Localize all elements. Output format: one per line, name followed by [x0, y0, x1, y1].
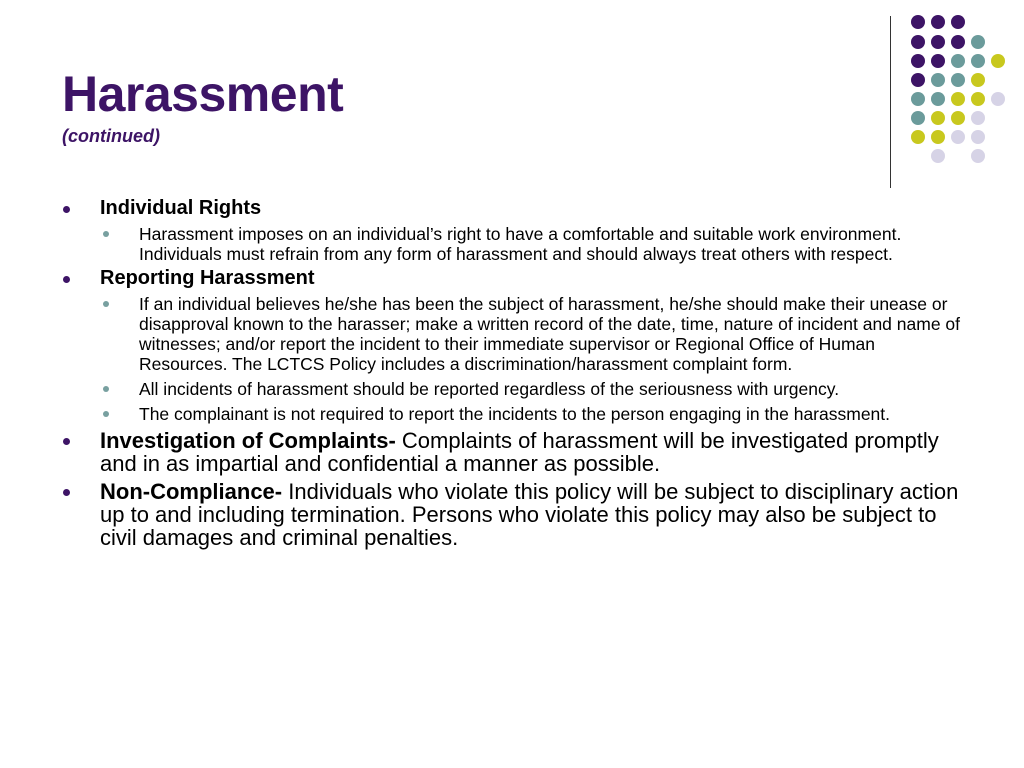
decorative-dot — [971, 149, 985, 163]
bullet-text: Complaints of harassment will be investigated promptly and in as impartial and confidential a manner as possible. — [100, 428, 939, 476]
bullet-dot-icon — [63, 489, 70, 496]
sub-bullet-dot-icon — [103, 301, 109, 307]
decorative-dot — [991, 54, 1005, 68]
decorative-dot — [971, 130, 985, 144]
decorative-dot — [911, 35, 925, 49]
decorative-dot — [931, 130, 945, 144]
decorative-dot — [971, 54, 985, 68]
bullet-reporting-harassment — [62, 267, 962, 289]
decorative-dot — [991, 92, 1005, 106]
sub-bullet — [62, 404, 962, 424]
decorative-dot — [951, 54, 965, 68]
bullet-non-compliance — [62, 480, 962, 549]
decorative-dot — [971, 73, 985, 87]
slide-subtitle: (continued) — [62, 126, 160, 146]
decorative-dot — [931, 92, 945, 106]
slide-content — [62, 194, 962, 549]
sub-bullet — [62, 379, 962, 399]
bullet-text: Individuals who violate this policy will be subject to disciplinary action up to and including termination. Persons who violate this policy may also be subject to civil damages and criminal penalties. — [100, 479, 959, 550]
decorative-dot — [971, 111, 985, 125]
decorative-dot — [911, 73, 925, 87]
decorative-dot — [931, 15, 945, 29]
decorative-dot — [931, 35, 945, 49]
decorative-dot — [951, 130, 965, 144]
decorative-dot — [911, 54, 925, 68]
decorative-dot — [951, 35, 965, 49]
decorative-dot — [911, 130, 925, 144]
decorative-dot — [931, 54, 945, 68]
title-block — [62, 64, 343, 147]
decorative-dot — [911, 92, 925, 106]
bullet-dot-icon — [63, 276, 70, 283]
decorative-dot — [971, 92, 985, 106]
sub-bullet-text: All incidents of harassment should be reported regardless of the seriousness with urgency. — [139, 379, 840, 399]
decorative-dot — [911, 111, 925, 125]
decorative-dot — [911, 15, 925, 29]
sub-bullet-text: The complainant is not required to report the incidents to the person engaging in the harassment. — [139, 404, 891, 424]
bullet-heading: Reporting Harassment — [100, 267, 315, 289]
sub-bullet-dot-icon — [103, 231, 109, 237]
sub-bullet — [62, 224, 962, 264]
bullet-heading: Non-Compliance- — [100, 479, 283, 504]
bullet-dot-icon — [63, 438, 70, 445]
sub-bullet — [62, 294, 962, 374]
bullet-heading: Individual Rights — [100, 197, 262, 219]
slide-title: Harassment — [62, 66, 344, 122]
bullet-investigation-of-complaints — [62, 429, 962, 475]
decorative-dot — [951, 92, 965, 106]
header-divider — [890, 16, 891, 188]
decorative-dot — [951, 15, 965, 29]
decorative-dot — [971, 35, 985, 49]
bullet-individual-rights — [62, 197, 962, 219]
sub-bullet-text: Harassment imposes on an individual’s right to have a comfortable and suitable work environment. Individuals must refrain from any form of harassment and should always treat others with respect. — [139, 224, 902, 264]
sub-bullet-dot-icon — [103, 386, 109, 392]
bullet-heading: Investigation of Complaints- — [100, 428, 396, 453]
sub-bullet-dot-icon — [103, 411, 109, 417]
bullet-dot-icon — [63, 206, 70, 213]
decorative-dot — [931, 73, 945, 87]
sub-bullet-text: If an individual believes he/she has been the subject of harassment, he/she should make their unease or disapproval known to the harasser; make a written record of the date, time, nature of incident and name of witnesses; and/or report the incident to their immediate supervisor or Regional Office of Human Resources. The LCTCS Policy includes a discrimination/harassment complaint form. — [139, 294, 961, 374]
decorative-dot — [931, 111, 945, 125]
decorative-dot — [951, 111, 965, 125]
decorative-dot — [931, 149, 945, 163]
decorative-dot — [951, 73, 965, 87]
